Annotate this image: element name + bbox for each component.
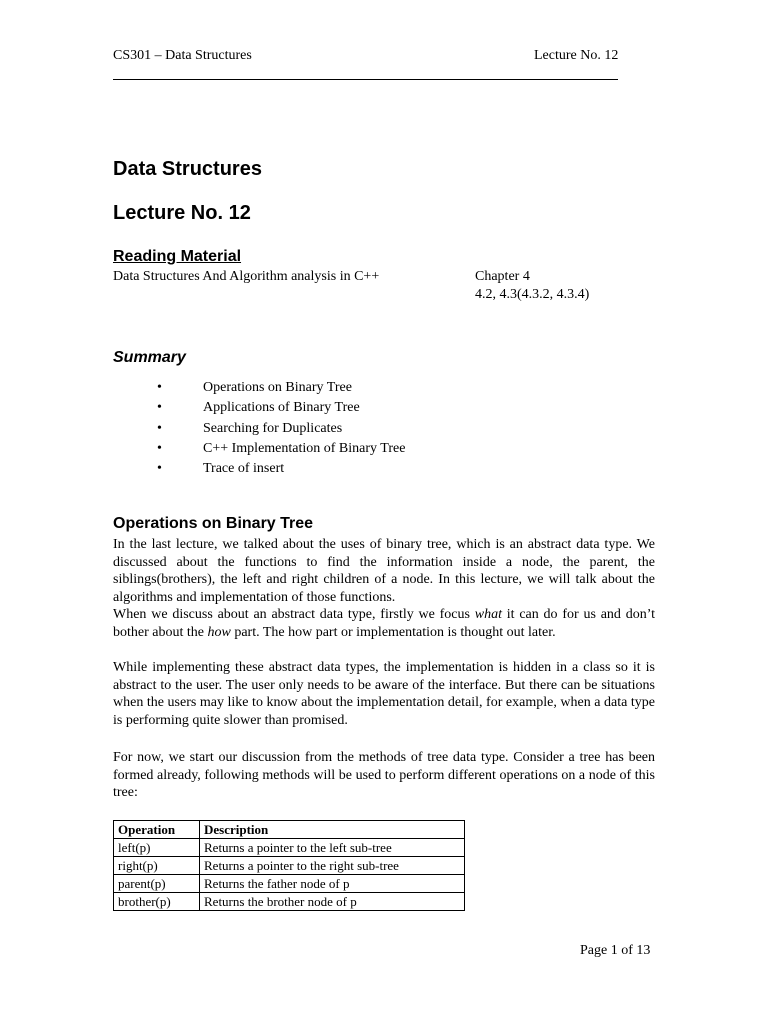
operations-heading: Operations on Binary Tree bbox=[113, 515, 314, 532]
table-row bbox=[114, 893, 465, 911]
bullet-icon: • bbox=[157, 380, 162, 395]
list-item: • Searching for Duplicates bbox=[0, 419, 768, 439]
list-item: • Applications of Binary Tree bbox=[0, 398, 768, 418]
header-lecture: Lecture No. 12 bbox=[534, 48, 619, 63]
summary-heading: Summary bbox=[113, 349, 186, 366]
reading-material-heading: Reading Material bbox=[113, 248, 242, 265]
table-row bbox=[114, 857, 465, 875]
bullet-icon: • bbox=[157, 440, 162, 456]
reading-chapter: Chapter 4 bbox=[475, 269, 530, 284]
course-title: Data Structures bbox=[113, 158, 262, 180]
page-number: Page 1 of 13 bbox=[580, 943, 651, 958]
header-course: CS301 – Data Structures bbox=[113, 48, 252, 63]
table-cell: left(p) bbox=[114, 839, 200, 857]
lecture-title: Lecture No. 12 bbox=[113, 202, 251, 224]
list-item: • Operations on Binary Tree bbox=[0, 378, 768, 398]
table-cell: Returns the father node of p bbox=[200, 875, 465, 893]
table-cell: brother(p) bbox=[114, 893, 200, 911]
column-header-description: Description bbox=[200, 821, 465, 839]
list-item: • C++ Implementation of Binary Tree bbox=[0, 439, 768, 459]
header-rule bbox=[113, 79, 618, 80]
operations-table bbox=[113, 820, 465, 911]
list-item: • Trace of insert bbox=[0, 459, 768, 479]
paragraph-implementation: While implementing these abstract data types, the implementation is hidden in a class so it is abstract to the user. The user only needs to be aware of the interface. But there can be situations when the users may like to know about the implementation detail, for example, when a data type is performing quite slower than promised. bbox=[113, 660, 655, 728]
table-cell: Returns a pointer to the left sub-tree bbox=[200, 839, 465, 857]
reading-book: Data Structures And Algorithm analysis in C++ bbox=[113, 269, 380, 284]
summary-list bbox=[0, 378, 768, 479]
table-cell: parent(p) bbox=[114, 875, 200, 893]
bullet-icon: • bbox=[157, 420, 162, 436]
paragraph-methods: For now, we start our discussion from the methods of tree data type. Consider a tree has been formed already, following methods will be used to perform different operations on a node of this tree: bbox=[113, 750, 655, 801]
table-row bbox=[114, 839, 465, 857]
table-cell: right(p) bbox=[114, 857, 200, 875]
reading-sections: 4.2, 4.3(4.3.2, 4.3.4) bbox=[475, 287, 590, 302]
column-header-operation: Operation bbox=[114, 821, 200, 839]
table-cell: Returns the brother node of p bbox=[200, 893, 465, 911]
table-row bbox=[114, 875, 465, 893]
bullet-icon: • bbox=[157, 400, 162, 416]
table-header-row bbox=[114, 821, 465, 839]
bullet-icon: • bbox=[157, 461, 162, 477]
paragraph-intro: In the last lecture, we talked about the uses of binary tree, which is an abstract data type. We discussed about the functions to find the information inside a node, the parent, the siblings(brothers), the left and right children of a node. In this lecture, we will talk about the algorithms and implementation of those functions. When we discuss about an abstract data type, firstly we focus what it can do for us and don’t bother about the how part. The how part or implementation is thought out later. bbox=[113, 537, 655, 640]
table-cell: Returns a pointer to the right sub-tree bbox=[200, 857, 465, 875]
